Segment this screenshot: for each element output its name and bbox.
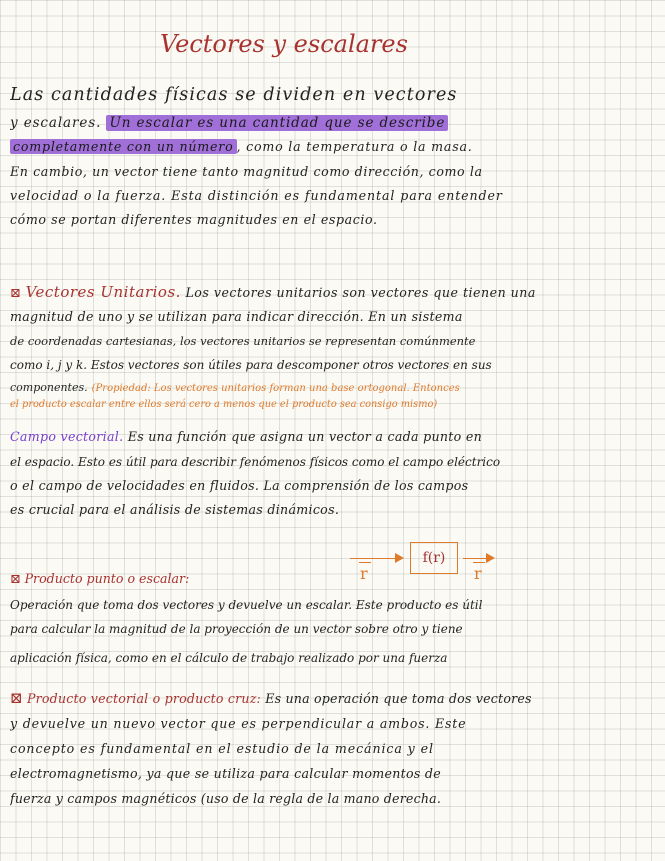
cross-product-text: Es una operación que toma dos vectores bbox=[265, 691, 532, 706]
cross-product-line-3: concepto es fundamental en el estudio de la mecánica y el bbox=[10, 741, 434, 756]
input-vector-label: r bbox=[360, 564, 368, 583]
unit-vectors-line-5 bbox=[10, 378, 657, 398]
scalar-definition-highlight-end: completamente con un número bbox=[10, 139, 237, 154]
vector-field-line-4: es crucial para el análisis de sistemas dinámicos. bbox=[10, 502, 340, 517]
cross-product-line-2: y devuelve un nuevo vector que es perpendicular a ambos. Este bbox=[10, 716, 467, 731]
dot-product-line-1: Operación que toma dos vectores y devuelve un escalar. Este producto es útil bbox=[10, 598, 483, 612]
function-box: f(r) bbox=[410, 542, 458, 574]
unit-vectors-line-2: magnitud de uno y se utilizan para indicar dirección. En un sistema bbox=[10, 309, 463, 324]
property-note-2: el producto escalar entre ellos será cero a menos que el producto sea consigo mismo) bbox=[10, 399, 438, 410]
dot-product-line-2: para calcular la magnitud de la proyección de un vector sobre otro y tiene bbox=[10, 622, 463, 636]
property-note: (Propiedad: Los vectores unitarios forman una base ortogonal. Entonces bbox=[91, 383, 460, 394]
intro-line-2 bbox=[10, 114, 657, 132]
unit-vectors-line-1 bbox=[10, 283, 657, 302]
unit-vectors-components: componentes. bbox=[10, 381, 88, 394]
output-arrow-icon bbox=[463, 558, 493, 559]
vector-field-text: Es una función que asigna un vector a cada punto en bbox=[127, 429, 483, 444]
output-vector-label: r bbox=[474, 564, 482, 583]
dot-product-line-3: aplicación física, como en el cálculo de trabajo realizado por una fuerza bbox=[10, 651, 448, 665]
intro-line-2-text: y escalares. bbox=[10, 115, 102, 131]
unit-vectors-line-4: como i, j y k. Estos vectores son útiles para descomponer otros vectores en sus bbox=[10, 358, 492, 372]
vector-field-line-3: o el campo de velocidades en fluidos. La comprensión de los campos bbox=[10, 478, 469, 493]
intro-line-6: cómo se portan diferentes magnitudes en el espacio. bbox=[10, 212, 378, 227]
cross-product-line-4: electromagnetismo, ya que se utiliza para calcular momentos de bbox=[10, 766, 442, 781]
intro-line-5: velocidad o la fuerza. Esta distinción es fundamental para entender bbox=[10, 188, 503, 203]
scalar-definition-highlight: Un escalar es una cantidad que se describe bbox=[106, 115, 448, 131]
cross-product-heading: Producto vectorial o producto cruz: bbox=[27, 691, 261, 706]
unit-vectors-line-3: de coordenadas cartesianas, los vectores unitarios se representan comúnmente bbox=[10, 334, 476, 348]
vector-field-heading: Campo vectorial. bbox=[10, 429, 124, 444]
vector-field-line-1 bbox=[10, 428, 657, 446]
unit-vectors-heading: Vectores Unitarios. bbox=[25, 283, 181, 301]
dot-product-heading: Producto punto o escalar: bbox=[24, 571, 190, 586]
vector-bar-icon-2 bbox=[473, 562, 485, 563]
page-title: Vectores y escalares bbox=[160, 30, 408, 58]
intro-line-4: En cambio, un vector tiene tanto magnitud como dirección, como la bbox=[10, 164, 483, 179]
checkbox-mark-icon: ⊠ bbox=[10, 571, 21, 586]
intro-line-3-text: , como la temperatura o la masa. bbox=[236, 139, 473, 154]
dot-product-heading-line bbox=[10, 570, 657, 588]
input-arrow-icon bbox=[350, 558, 402, 559]
cross-product-line-1 bbox=[10, 689, 657, 708]
vector-bar-icon bbox=[359, 562, 371, 563]
intro-line-1: Las cantidades físicas se dividen en vectores bbox=[10, 86, 458, 104]
intro-line-3 bbox=[10, 138, 657, 156]
cross-product-line-5: fuerza y campos magnéticos (uso de la regla de la mano derecha. bbox=[10, 791, 442, 806]
vector-field-line-2: el espacio. Esto es útil para describir fenómenos físicos como el campo eléctrico bbox=[10, 455, 501, 469]
unit-vectors-text: Los vectores unitarios son vectores que tienen una bbox=[185, 285, 536, 300]
checkbox-mark-icon: ⊠ bbox=[10, 689, 23, 707]
checkbox-mark-icon: ⊠ bbox=[10, 285, 22, 300]
